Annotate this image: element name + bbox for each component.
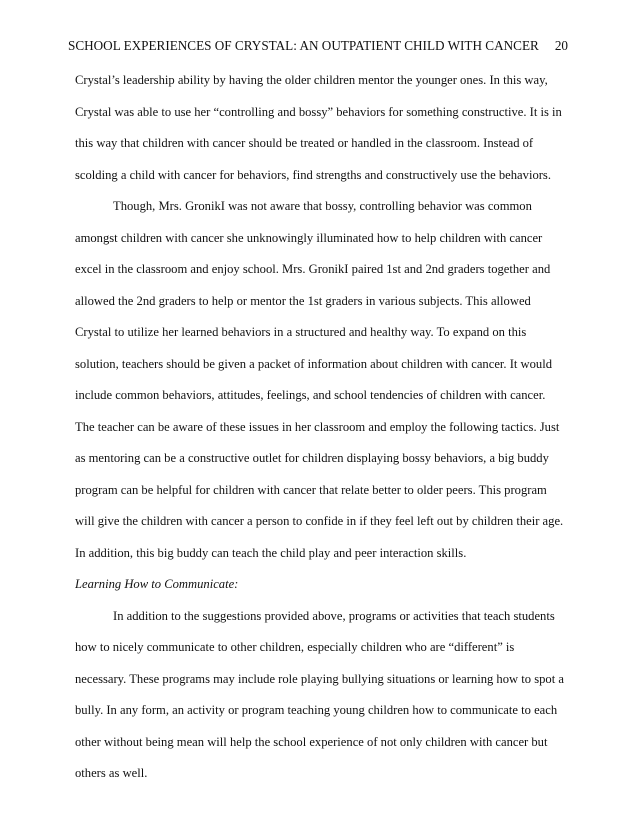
text-line: how to nicely communicate to other children, especially children who are “different” is [75, 640, 515, 654]
text-line: allowed the 2nd graders to help or mentor the 1st graders in various subjects. This allowed [75, 293, 531, 308]
text-line: include common behaviors, attitudes, feelings, and school tendencies of children with cancer. [75, 388, 546, 402]
text-line: bully. In any form, an activity or program teaching young children how to communicate to each [75, 703, 558, 717]
text-line: excel in the classroom and enjoy school. Mrs. GronikI paired 1st and 2nd graders together and [75, 262, 551, 276]
text-line: necessary. These programs may include role playing bullying situations or learning how to spot a [75, 671, 564, 686]
page-number: 20 [554, 38, 568, 53]
text-line: Crystal was able to use her “controlling and bossy” behaviors for something constructive. It is in [75, 104, 562, 119]
text-line: Crystal’s leadership ability by having the older children mentor the younger ones. In this way, [75, 73, 548, 87]
section-heading: Learning How to Communicate: [75, 577, 239, 591]
text-line: this way that children with cancer should be treated or handled in the classroom. Instead of [75, 136, 534, 150]
text-line: Though, Mrs. GronikI was not aware that bossy, controlling behavior was common [113, 199, 532, 213]
text-line: will give the children with cancer a person to confide in if they feel left out by children their age. [75, 514, 564, 528]
text-line: The teacher can be aware of these issues in her classroom and employ the following tactics. Just [75, 419, 560, 434]
text-line: In addition to the suggestions provided above, programs or activities that teach students [113, 608, 555, 623]
text-line: scolding a child with cancer for behaviors, find strengths and constructively use the behaviors. [75, 167, 551, 182]
body-text [75, 70, 575, 795]
text-line: as mentoring can be a constructive outlet for children displaying bossy behaviors, a big buddy [75, 451, 549, 465]
text-line: amongst children with cancer she unknowingly illuminated how to help children with cancer [75, 230, 543, 245]
text-line: program can be helpful for children with cancer that relate better to older peers. This program [75, 482, 547, 497]
text-line: In addition, this big buddy can teach the child play and peer interaction skills. [75, 545, 467, 560]
text-line: others as well. [75, 766, 148, 780]
text-line: solution, teachers should be given a packet of information about children with cancer. It would [75, 356, 553, 371]
running-header-title: SCHOOL EXPERIENCES OF CRYSTAL: AN OUTPATIENT CHILD WITH CANCER [68, 38, 539, 53]
text-line: Crystal to utilize her learned behaviors in a structured and healthy way. To expand on this [75, 325, 527, 339]
text-line: other without being mean will help the school experience of not only children with cancer but [75, 734, 548, 749]
